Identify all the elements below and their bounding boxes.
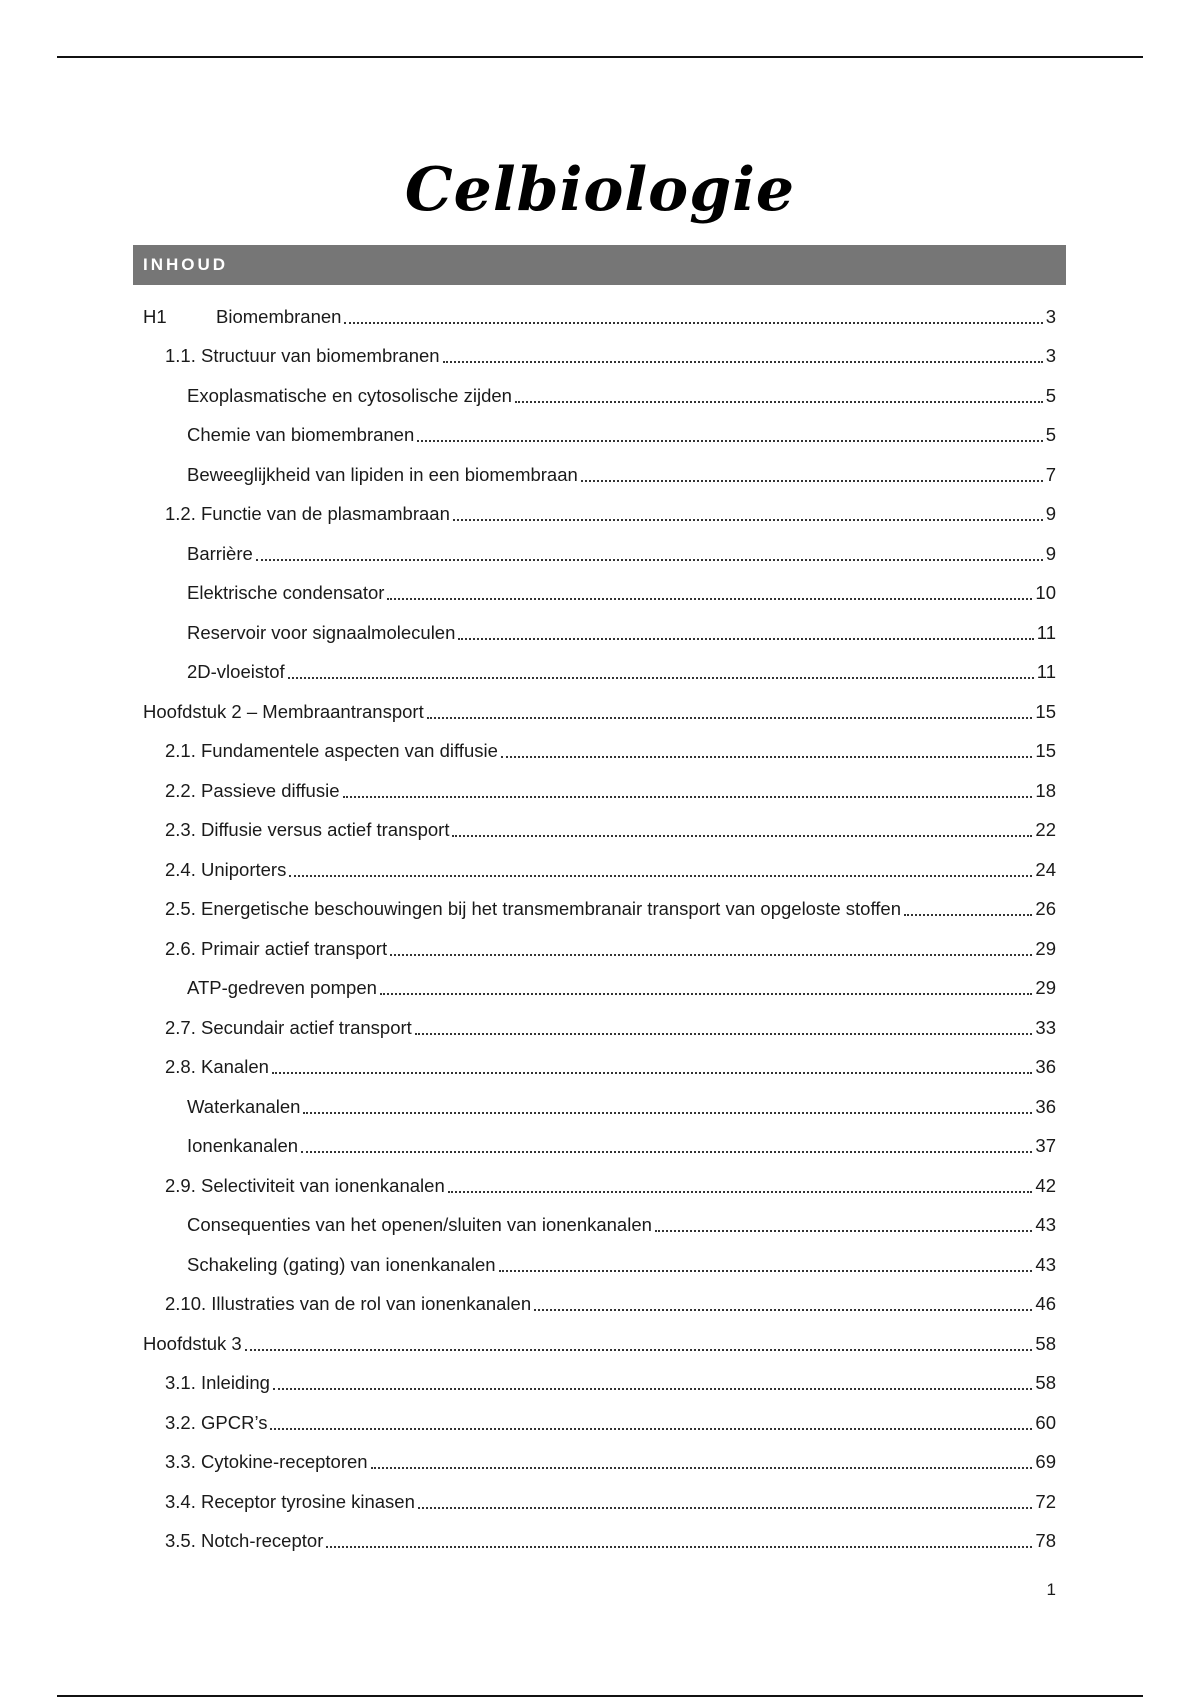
toc-dot-leader (904, 914, 1032, 916)
toc-entry-page: 11 (1036, 621, 1056, 643)
toc-dot-leader (303, 1112, 1032, 1114)
toc-entry[interactable] (133, 649, 1066, 689)
toc-entry[interactable] (133, 333, 1066, 373)
toc-entry[interactable] (133, 530, 1066, 570)
toc-entry-page: 11 (1036, 661, 1056, 682)
toc-entry-label: 2.1. Fundamentele aspecten van diffusie (165, 740, 498, 761)
toc-entry-label: 2.4. Uniporters (165, 858, 287, 880)
toc-entry-page: 3 (1045, 345, 1056, 366)
toc-entry-label: Reservoir voor signaalmoleculen (187, 621, 456, 643)
toc-entry-label: Exoplasmatische en cytosolische zijden (187, 384, 512, 406)
toc-entry[interactable] (133, 1004, 1066, 1044)
toc-dot-leader (415, 1033, 1033, 1035)
toc-entry-label: Waterkanalen (187, 1095, 301, 1117)
toc-entry-page: 58 (1035, 1332, 1056, 1354)
toc-entry-number: H1 (143, 305, 167, 327)
toc-entry-page: 33 (1035, 1016, 1056, 1038)
toc-entry-label: 2.6. Primair actief transport (165, 937, 388, 959)
toc-entry-page: 36 (1035, 1056, 1056, 1077)
toc-entry-label: Hoofdstuk 2 – Membraantransport (143, 700, 424, 722)
toc-entry-page: 42 (1035, 1174, 1056, 1196)
toc-entry-label: Elektrische condensator (187, 582, 385, 603)
toc-entry-label: 2.5. Energetische beschouwingen bij het transmembranair transport van opgeloste stoffen (165, 898, 901, 919)
toc-entry[interactable] (133, 1083, 1066, 1123)
toc-dot-leader (380, 993, 1033, 995)
toc-entry-page: 72 (1035, 1490, 1056, 1512)
toc-entry-page: 10 (1035, 582, 1056, 603)
toc-dot-leader (273, 1388, 1033, 1390)
toc-entry[interactable] (133, 886, 1066, 926)
toc-entry-page: 60 (1035, 1411, 1056, 1433)
toc-entry[interactable] (133, 293, 1066, 333)
toc-entry[interactable] (133, 1162, 1066, 1202)
toc-dot-leader (499, 1270, 1033, 1272)
toc-entry[interactable] (133, 609, 1066, 649)
toc-dot-leader (448, 1191, 1033, 1193)
toc-entry-page: 7 (1045, 463, 1056, 485)
toc-heading: INHOUD (133, 245, 1066, 285)
toc-entry-page: 22 (1035, 819, 1056, 840)
toc-entry-page: 24 (1035, 858, 1056, 880)
toc-entry[interactable] (133, 767, 1066, 807)
header-rule (57, 56, 1143, 58)
toc-entry[interactable] (133, 728, 1066, 768)
toc-entry[interactable] (133, 412, 1066, 452)
toc-entry-label: 2.7. Secundair actief transport (165, 1016, 412, 1038)
toc-entry[interactable] (133, 451, 1066, 491)
toc-dot-leader (371, 1467, 1033, 1469)
toc-dot-leader (453, 519, 1043, 521)
toc-entry-page: 15 (1035, 740, 1056, 761)
toc-dot-leader (443, 361, 1043, 363)
toc-entry-page: 37 (1035, 1135, 1056, 1156)
toc-entry[interactable] (133, 688, 1066, 728)
toc-dot-leader (501, 756, 1033, 758)
toc-entry-page: 46 (1035, 1293, 1056, 1314)
toc-entry-label: 1.2. Functie van de plasmambraan (165, 503, 450, 524)
toc-dot-leader (515, 401, 1043, 403)
toc-entry[interactable] (133, 1439, 1066, 1479)
toc-dot-leader (272, 1072, 1033, 1074)
toc-entry[interactable] (133, 807, 1066, 847)
toc-dot-leader (245, 1349, 1033, 1351)
toc-entry[interactable] (133, 372, 1066, 412)
toc-entry-label: Barrière (187, 542, 253, 564)
toc-entry-label: 2.10. Illustraties van de rol van ionenkanalen (165, 1293, 532, 1314)
toc-entry-page: 5 (1045, 384, 1056, 406)
toc-entry[interactable] (133, 1478, 1066, 1518)
toc-dot-leader (256, 559, 1043, 561)
toc-entry[interactable] (133, 491, 1066, 531)
toc-entry-page: 78 (1035, 1530, 1056, 1551)
toc-entry[interactable] (133, 1360, 1066, 1400)
toc-entry-label: 3.2. GPCR’s (165, 1411, 268, 1433)
toc-dot-leader (326, 1546, 1032, 1548)
toc-entry[interactable] (133, 846, 1066, 886)
toc-entry[interactable] (133, 925, 1066, 965)
toc-entry-page: 43 (1035, 1214, 1056, 1235)
toc-entry-page: 9 (1045, 503, 1056, 524)
toc-dot-leader (343, 796, 1033, 798)
toc-dot-leader (301, 1151, 1032, 1153)
toc-entry[interactable] (133, 1281, 1066, 1321)
toc-entry-label: Consequenties van het openen/sluiten van ionenkanalen (187, 1214, 652, 1235)
toc-dot-leader (344, 322, 1042, 324)
toc-dot-leader (270, 1428, 1032, 1430)
toc-entry-page: 29 (1035, 937, 1056, 959)
toc-entry-label: Ionenkanalen (187, 1135, 299, 1156)
toc-entries (133, 285, 1066, 1557)
toc-entry-page: 26 (1035, 898, 1056, 919)
toc-entry-label: Chemie van biomembranen (187, 424, 415, 445)
toc-entry-text: Biomembranen (216, 305, 342, 327)
toc-entry[interactable] (133, 1202, 1066, 1242)
toc-entry-label: 2D-vloeistof (187, 661, 285, 682)
toc-entry[interactable] (133, 1123, 1066, 1163)
toc-entry[interactable] (133, 1241, 1066, 1281)
toc-entry-page: 9 (1045, 542, 1056, 564)
toc-entry[interactable] (133, 570, 1066, 610)
toc-dot-leader (655, 1230, 1033, 1232)
toc-dot-leader (289, 875, 1032, 877)
toc-entry-page: 58 (1035, 1372, 1056, 1393)
toc-dot-leader (387, 598, 1032, 600)
toc-entry-page: 5 (1045, 424, 1056, 445)
toc-entry[interactable] (133, 1320, 1066, 1360)
toc-entry-label: 3.1. Inleiding (165, 1372, 270, 1393)
toc-entry-label: 2.2. Passieve diffusie (165, 779, 340, 801)
toc-entry-label: Hoofdstuk 3 (143, 1332, 242, 1354)
toc-entry[interactable] (133, 1044, 1066, 1084)
toc-dot-leader (390, 954, 1032, 956)
toc-entry-label: 3.5. Notch-receptor (165, 1530, 324, 1551)
toc-entry-page: 3 (1045, 305, 1056, 327)
table-of-contents (133, 245, 1066, 1557)
toc-dot-leader (288, 677, 1034, 679)
toc-entry-label (143, 305, 341, 333)
toc-dot-leader (534, 1309, 1032, 1311)
toc-dot-leader (452, 835, 1032, 837)
toc-entry-page: 69 (1035, 1451, 1056, 1472)
page-number: 1 (1046, 1580, 1056, 1599)
toc-entry-label: 2.9. Selectiviteit van ionenkanalen (165, 1174, 445, 1196)
toc-entry-page: 18 (1035, 779, 1056, 801)
footer-rule (57, 1695, 1143, 1697)
toc-entry[interactable] (133, 1399, 1066, 1439)
toc-entry-page: 15 (1035, 700, 1056, 722)
toc-entry-page: 36 (1035, 1095, 1056, 1117)
toc-dot-leader (581, 480, 1043, 482)
toc-entry[interactable] (133, 965, 1066, 1005)
toc-entry-page: 29 (1035, 977, 1056, 998)
toc-dot-leader (458, 638, 1033, 640)
toc-entry-label: Beweeglijkheid van lipiden in een biomembraan (187, 463, 578, 485)
toc-entry[interactable] (133, 1518, 1066, 1558)
toc-entry-label: 2.3. Diffusie versus actief transport (165, 819, 450, 840)
toc-entry-label: 3.3. Cytokine-receptoren (165, 1451, 368, 1472)
document-title: Celbiologie (404, 155, 796, 225)
toc-dot-leader (417, 440, 1042, 442)
toc-entry-label: 3.4. Receptor tyrosine kinasen (165, 1490, 415, 1512)
toc-entry-label: 1.1. Structuur van biomembranen (165, 345, 440, 366)
toc-entry-page: 43 (1035, 1253, 1056, 1275)
toc-entry-label: ATP-gedreven pompen (187, 977, 377, 998)
toc-dot-leader (427, 717, 1033, 719)
toc-entry-label: 2.8. Kanalen (165, 1056, 269, 1077)
toc-entry-label: Schakeling (gating) van ionenkanalen (187, 1253, 496, 1275)
toc-dot-leader (418, 1507, 1033, 1509)
